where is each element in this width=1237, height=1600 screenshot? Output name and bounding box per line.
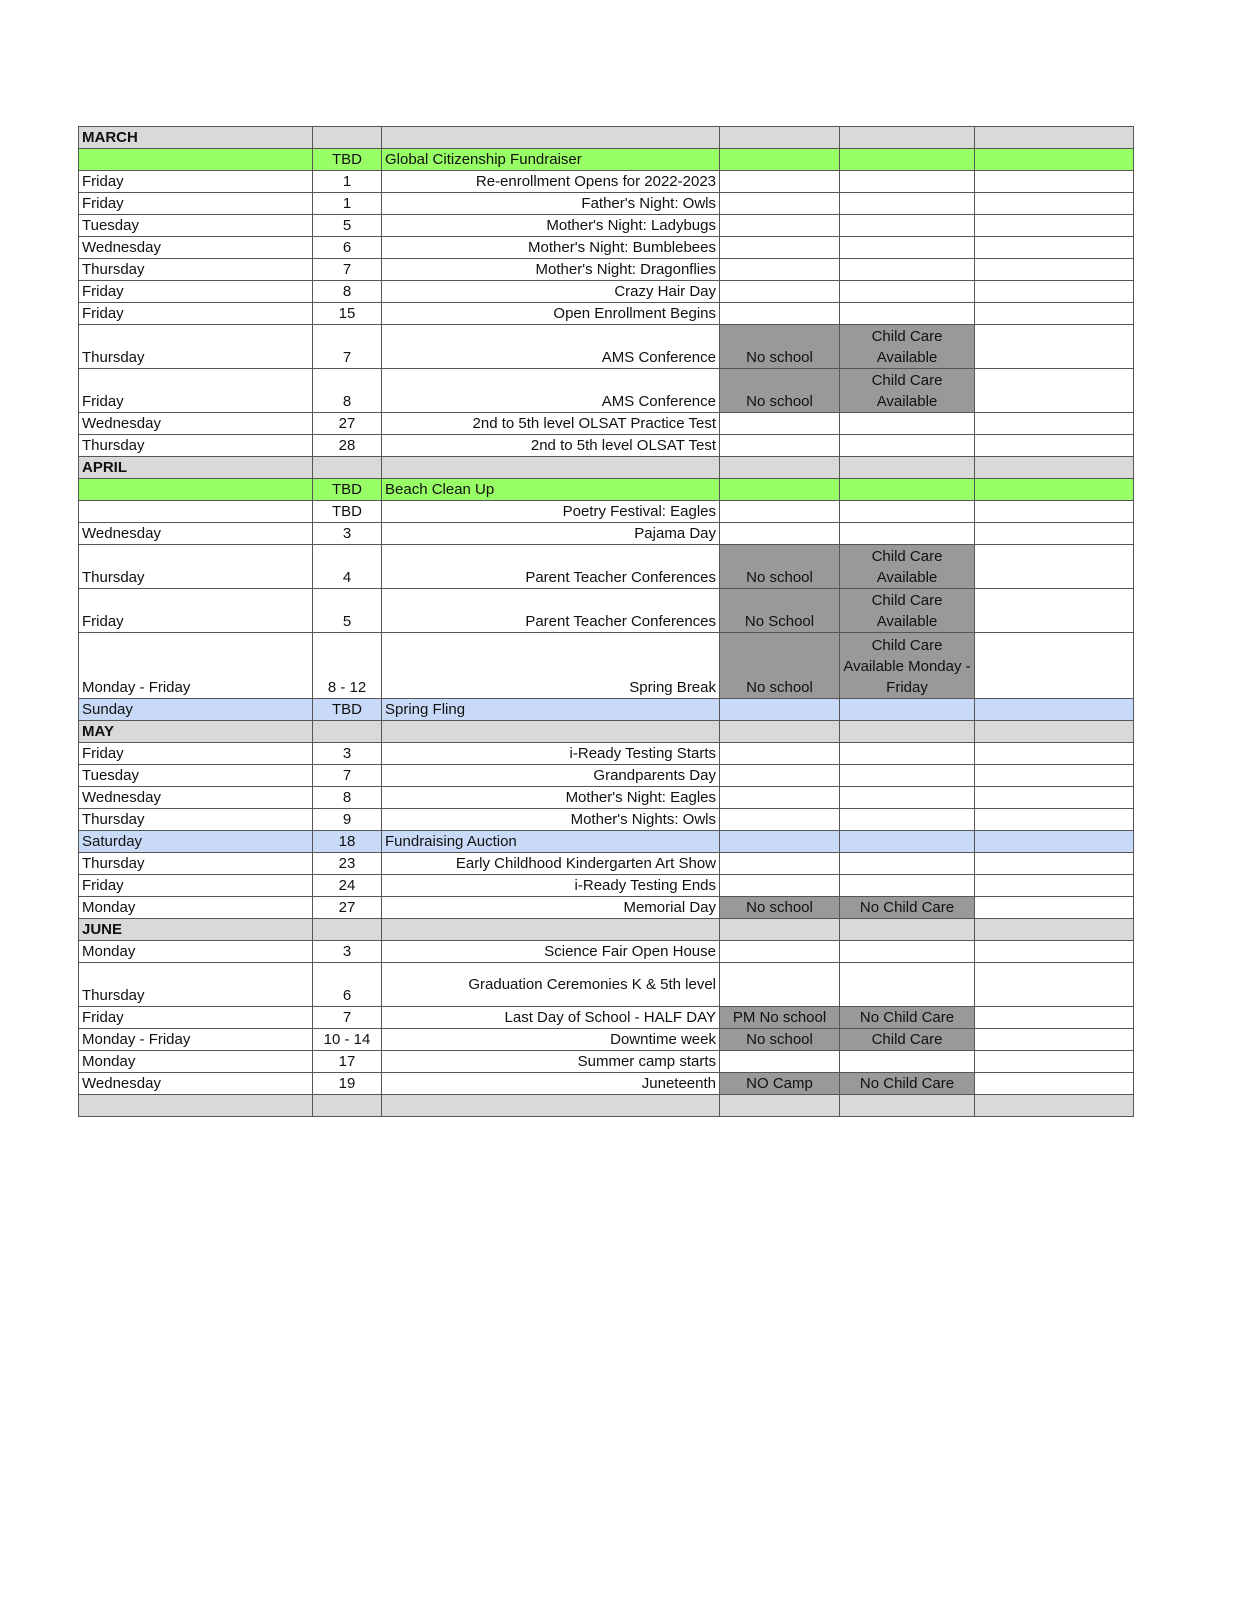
child-care-cell: Child Care — [840, 1029, 975, 1051]
calendar-body — [79, 127, 1134, 1117]
child-care-cell — [840, 479, 975, 501]
event-cell: Re-enrollment Opens for 2022-2023 — [382, 171, 720, 193]
child-care-cell: Child Care Available — [840, 545, 975, 589]
event-cell — [382, 721, 720, 743]
empty-cell — [975, 897, 1134, 919]
day-cell — [79, 149, 313, 171]
table-row — [79, 259, 1134, 281]
day-cell: Wednesday — [79, 413, 313, 435]
day-cell — [79, 1095, 313, 1117]
school-status-cell — [720, 831, 840, 853]
date-cell: 8 — [313, 369, 382, 413]
child-care-cell — [840, 149, 975, 171]
event-cell: 2nd to 5th level OLSAT Test — [382, 435, 720, 457]
school-status-cell — [720, 281, 840, 303]
event-cell: Parent Teacher Conferences — [382, 589, 720, 633]
event-cell: Crazy Hair Day — [382, 281, 720, 303]
day-cell: MAY — [79, 721, 313, 743]
month-header-row — [79, 919, 1134, 941]
month-header-row — [79, 127, 1134, 149]
event-cell: Science Fair Open House — [382, 941, 720, 963]
empty-cell — [975, 523, 1134, 545]
table-row — [79, 237, 1134, 259]
child-care-cell — [840, 259, 975, 281]
month-header-row — [79, 721, 1134, 743]
day-cell: Thursday — [79, 853, 313, 875]
school-status-cell — [720, 699, 840, 721]
date-cell: 27 — [313, 897, 382, 919]
school-status-cell: No school — [720, 1029, 840, 1051]
school-status-cell: PM No school — [720, 1007, 840, 1029]
school-status-cell — [720, 479, 840, 501]
day-cell: Friday — [79, 171, 313, 193]
date-cell: 1 — [313, 171, 382, 193]
empty-cell — [975, 1051, 1134, 1073]
event-cell: Spring Fling — [382, 699, 720, 721]
table-row — [79, 765, 1134, 787]
table-row — [79, 501, 1134, 523]
empty-cell — [975, 369, 1134, 413]
event-cell — [382, 457, 720, 479]
empty-cell — [975, 457, 1134, 479]
school-status-cell — [720, 237, 840, 259]
empty-cell — [975, 853, 1134, 875]
empty-cell — [975, 501, 1134, 523]
table-row — [79, 1073, 1134, 1095]
school-status-cell — [720, 743, 840, 765]
day-cell: Thursday — [79, 963, 313, 1007]
child-care-cell — [840, 171, 975, 193]
table-row — [79, 1029, 1134, 1051]
table-row — [79, 1095, 1134, 1117]
child-care-cell — [840, 743, 975, 765]
day-cell: Friday — [79, 743, 313, 765]
school-status-cell — [720, 435, 840, 457]
event-cell: Summer camp starts — [382, 1051, 720, 1073]
school-status-cell — [720, 875, 840, 897]
school-status-cell: NO Camp — [720, 1073, 840, 1095]
child-care-cell — [840, 941, 975, 963]
date-cell — [313, 127, 382, 149]
day-cell: Friday — [79, 193, 313, 215]
event-cell — [382, 919, 720, 941]
empty-cell — [975, 787, 1134, 809]
child-care-cell — [840, 721, 975, 743]
school-status-cell: No school — [720, 897, 840, 919]
day-cell: Friday — [79, 303, 313, 325]
event-cell: Mother's Night: Ladybugs — [382, 215, 720, 237]
school-status-cell — [720, 215, 840, 237]
child-care-cell — [840, 457, 975, 479]
child-care-cell — [840, 501, 975, 523]
school-status-cell — [720, 853, 840, 875]
day-cell: Friday — [79, 281, 313, 303]
child-care-cell — [840, 919, 975, 941]
empty-cell — [975, 479, 1134, 501]
child-care-cell: Child Care Available — [840, 325, 975, 369]
day-cell: Friday — [79, 369, 313, 413]
table-row — [79, 215, 1134, 237]
day-cell: Tuesday — [79, 215, 313, 237]
event-cell: Grandparents Day — [382, 765, 720, 787]
table-row — [79, 435, 1134, 457]
event-cell: Mother's Nights: Owls — [382, 809, 720, 831]
empty-cell — [975, 765, 1134, 787]
table-row — [79, 1007, 1134, 1029]
date-cell: 1 — [313, 193, 382, 215]
day-cell: MARCH — [79, 127, 313, 149]
table-row — [79, 941, 1134, 963]
empty-cell — [975, 831, 1134, 853]
table-row — [79, 523, 1134, 545]
day-cell: Monday — [79, 1051, 313, 1073]
day-cell: Thursday — [79, 325, 313, 369]
event-cell: Spring Break — [382, 633, 720, 699]
date-cell: 6 — [313, 237, 382, 259]
child-care-cell: Child Care Available — [840, 589, 975, 633]
child-care-cell — [840, 875, 975, 897]
school-status-cell — [720, 963, 840, 1007]
date-cell: 18 — [313, 831, 382, 853]
day-cell: Wednesday — [79, 787, 313, 809]
date-cell: 19 — [313, 1073, 382, 1095]
date-cell: 4 — [313, 545, 382, 589]
table-row — [79, 875, 1134, 897]
school-status-cell — [720, 171, 840, 193]
day-cell: Thursday — [79, 435, 313, 457]
month-header-row — [79, 457, 1134, 479]
school-status-cell — [720, 919, 840, 941]
school-status-cell — [720, 523, 840, 545]
day-cell: Sunday — [79, 699, 313, 721]
empty-cell — [975, 1007, 1134, 1029]
event-cell: Mother's Night: Bumblebees — [382, 237, 720, 259]
table-row — [79, 1051, 1134, 1073]
table-row — [79, 171, 1134, 193]
empty-cell — [975, 171, 1134, 193]
empty-cell — [975, 699, 1134, 721]
table-row — [79, 853, 1134, 875]
empty-cell — [975, 941, 1134, 963]
event-cell: Poetry Festival: Eagles — [382, 501, 720, 523]
empty-cell — [975, 1029, 1134, 1051]
day-cell: Monday — [79, 897, 313, 919]
day-cell: Friday — [79, 1007, 313, 1029]
table-row — [79, 545, 1134, 589]
empty-cell — [975, 281, 1134, 303]
event-cell: i-Ready Testing Ends — [382, 875, 720, 897]
empty-cell — [975, 259, 1134, 281]
event-cell: Global Citizenship Fundraiser — [382, 149, 720, 171]
day-cell: Thursday — [79, 545, 313, 589]
empty-cell — [975, 721, 1134, 743]
date-cell: 3 — [313, 941, 382, 963]
child-care-cell — [840, 281, 975, 303]
date-cell: 7 — [313, 765, 382, 787]
day-cell: APRIL — [79, 457, 313, 479]
empty-cell — [975, 919, 1134, 941]
day-cell: Monday — [79, 941, 313, 963]
empty-cell — [975, 237, 1134, 259]
event-cell: Parent Teacher Conferences — [382, 545, 720, 589]
table-row — [79, 633, 1134, 699]
date-cell: TBD — [313, 501, 382, 523]
event-cell: Open Enrollment Begins — [382, 303, 720, 325]
day-cell: Tuesday — [79, 765, 313, 787]
empty-cell — [975, 875, 1134, 897]
date-cell: 8 — [313, 787, 382, 809]
school-status-cell — [720, 127, 840, 149]
school-status-cell: No school — [720, 369, 840, 413]
table-row — [79, 149, 1134, 171]
school-status-cell: No school — [720, 545, 840, 589]
school-status-cell — [720, 809, 840, 831]
school-status-cell — [720, 413, 840, 435]
date-cell: 3 — [313, 743, 382, 765]
table-row — [79, 303, 1134, 325]
event-cell: Beach Clean Up — [382, 479, 720, 501]
date-cell: 5 — [313, 589, 382, 633]
date-cell: TBD — [313, 699, 382, 721]
school-status-cell: No school — [720, 325, 840, 369]
school-status-cell — [720, 149, 840, 171]
school-status-cell: No school — [720, 633, 840, 699]
event-cell: Pajama Day — [382, 523, 720, 545]
date-cell: 5 — [313, 215, 382, 237]
child-care-cell — [840, 1051, 975, 1073]
child-care-cell — [840, 193, 975, 215]
child-care-cell — [840, 809, 975, 831]
date-cell — [313, 457, 382, 479]
child-care-cell: No Child Care — [840, 1007, 975, 1029]
day-cell: Friday — [79, 875, 313, 897]
event-cell: Mother's Night: Dragonflies — [382, 259, 720, 281]
table-row — [79, 809, 1134, 831]
table-row — [79, 193, 1134, 215]
event-cell: Father's Night: Owls — [382, 193, 720, 215]
school-status-cell — [720, 193, 840, 215]
table-row — [79, 325, 1134, 369]
date-cell — [313, 1095, 382, 1117]
child-care-cell — [840, 831, 975, 853]
child-care-cell — [840, 303, 975, 325]
table-row — [79, 699, 1134, 721]
date-cell: 24 — [313, 875, 382, 897]
table-row — [79, 369, 1134, 413]
event-cell: Fundraising Auction — [382, 831, 720, 853]
table-row — [79, 787, 1134, 809]
school-status-cell — [720, 457, 840, 479]
school-status-cell — [720, 787, 840, 809]
day-cell — [79, 479, 313, 501]
table-row — [79, 963, 1134, 1007]
day-cell: Wednesday — [79, 237, 313, 259]
empty-cell — [975, 215, 1134, 237]
date-cell: 23 — [313, 853, 382, 875]
date-cell — [313, 721, 382, 743]
day-cell: Wednesday — [79, 523, 313, 545]
event-cell: Memorial Day — [382, 897, 720, 919]
empty-cell — [975, 303, 1134, 325]
date-cell: 10 - 14 — [313, 1029, 382, 1051]
school-status-cell — [720, 721, 840, 743]
day-cell: Friday — [79, 589, 313, 633]
table-row — [79, 897, 1134, 919]
school-status-cell — [720, 1051, 840, 1073]
event-cell: Mother's Night: Eagles — [382, 787, 720, 809]
date-cell: TBD — [313, 149, 382, 171]
child-care-cell — [840, 127, 975, 149]
day-cell: Monday - Friday — [79, 1029, 313, 1051]
child-care-cell — [840, 1095, 975, 1117]
school-status-cell — [720, 303, 840, 325]
date-cell: 7 — [313, 259, 382, 281]
date-cell: 9 — [313, 809, 382, 831]
child-care-cell — [840, 523, 975, 545]
date-cell: TBD — [313, 479, 382, 501]
child-care-cell: Child Care Available Monday - Friday — [840, 633, 975, 699]
day-cell: Wednesday — [79, 1073, 313, 1095]
date-cell: 27 — [313, 413, 382, 435]
child-care-cell — [840, 215, 975, 237]
day-cell — [79, 501, 313, 523]
school-status-cell — [720, 259, 840, 281]
empty-cell — [975, 809, 1134, 831]
calendar-table — [78, 126, 1134, 1117]
event-cell: Downtime week — [382, 1029, 720, 1051]
empty-cell — [975, 963, 1134, 1007]
child-care-cell: Child Care Available — [840, 369, 975, 413]
date-cell: 28 — [313, 435, 382, 457]
empty-cell — [975, 435, 1134, 457]
date-cell: 8 — [313, 281, 382, 303]
table-row — [79, 413, 1134, 435]
empty-cell — [975, 1073, 1134, 1095]
date-cell: 17 — [313, 1051, 382, 1073]
child-care-cell — [840, 237, 975, 259]
empty-cell — [975, 413, 1134, 435]
empty-cell — [975, 633, 1134, 699]
event-cell: Early Childhood Kindergarten Art Show — [382, 853, 720, 875]
school-status-cell — [720, 1095, 840, 1117]
date-cell: 3 — [313, 523, 382, 545]
day-cell: Thursday — [79, 809, 313, 831]
day-cell: JUNE — [79, 919, 313, 941]
event-cell — [382, 127, 720, 149]
empty-cell — [975, 589, 1134, 633]
day-cell: Saturday — [79, 831, 313, 853]
child-care-cell — [840, 963, 975, 1007]
date-cell: 7 — [313, 1007, 382, 1029]
event-cell: AMS Conference — [382, 369, 720, 413]
child-care-cell — [840, 413, 975, 435]
school-status-cell — [720, 941, 840, 963]
school-status-cell: No School — [720, 589, 840, 633]
school-status-cell — [720, 501, 840, 523]
event-cell: i-Ready Testing Starts — [382, 743, 720, 765]
empty-cell — [975, 1095, 1134, 1117]
day-cell: Monday - Friday — [79, 633, 313, 699]
child-care-cell: No Child Care — [840, 897, 975, 919]
event-cell: Graduation Ceremonies K & 5th level — [382, 963, 720, 1007]
date-cell — [313, 919, 382, 941]
child-care-cell — [840, 787, 975, 809]
child-care-cell — [840, 435, 975, 457]
date-cell: 15 — [313, 303, 382, 325]
event-cell: AMS Conference — [382, 325, 720, 369]
date-cell: 6 — [313, 963, 382, 1007]
child-care-cell: No Child Care — [840, 1073, 975, 1095]
table-row — [79, 479, 1134, 501]
table-row — [79, 831, 1134, 853]
child-care-cell — [840, 765, 975, 787]
child-care-cell — [840, 853, 975, 875]
day-cell: Thursday — [79, 259, 313, 281]
event-cell: Juneteenth — [382, 1073, 720, 1095]
empty-cell — [975, 743, 1134, 765]
date-cell: 7 — [313, 325, 382, 369]
table-row — [79, 743, 1134, 765]
date-cell: 8 - 12 — [313, 633, 382, 699]
empty-cell — [975, 127, 1134, 149]
event-cell — [382, 1095, 720, 1117]
table-row — [79, 281, 1134, 303]
child-care-cell — [840, 699, 975, 721]
event-cell: 2nd to 5th level OLSAT Practice Test — [382, 413, 720, 435]
empty-cell — [975, 545, 1134, 589]
event-cell: Last Day of School - HALF DAY — [382, 1007, 720, 1029]
empty-cell — [975, 325, 1134, 369]
empty-cell — [975, 193, 1134, 215]
empty-cell — [975, 149, 1134, 171]
school-status-cell — [720, 765, 840, 787]
table-row — [79, 589, 1134, 633]
